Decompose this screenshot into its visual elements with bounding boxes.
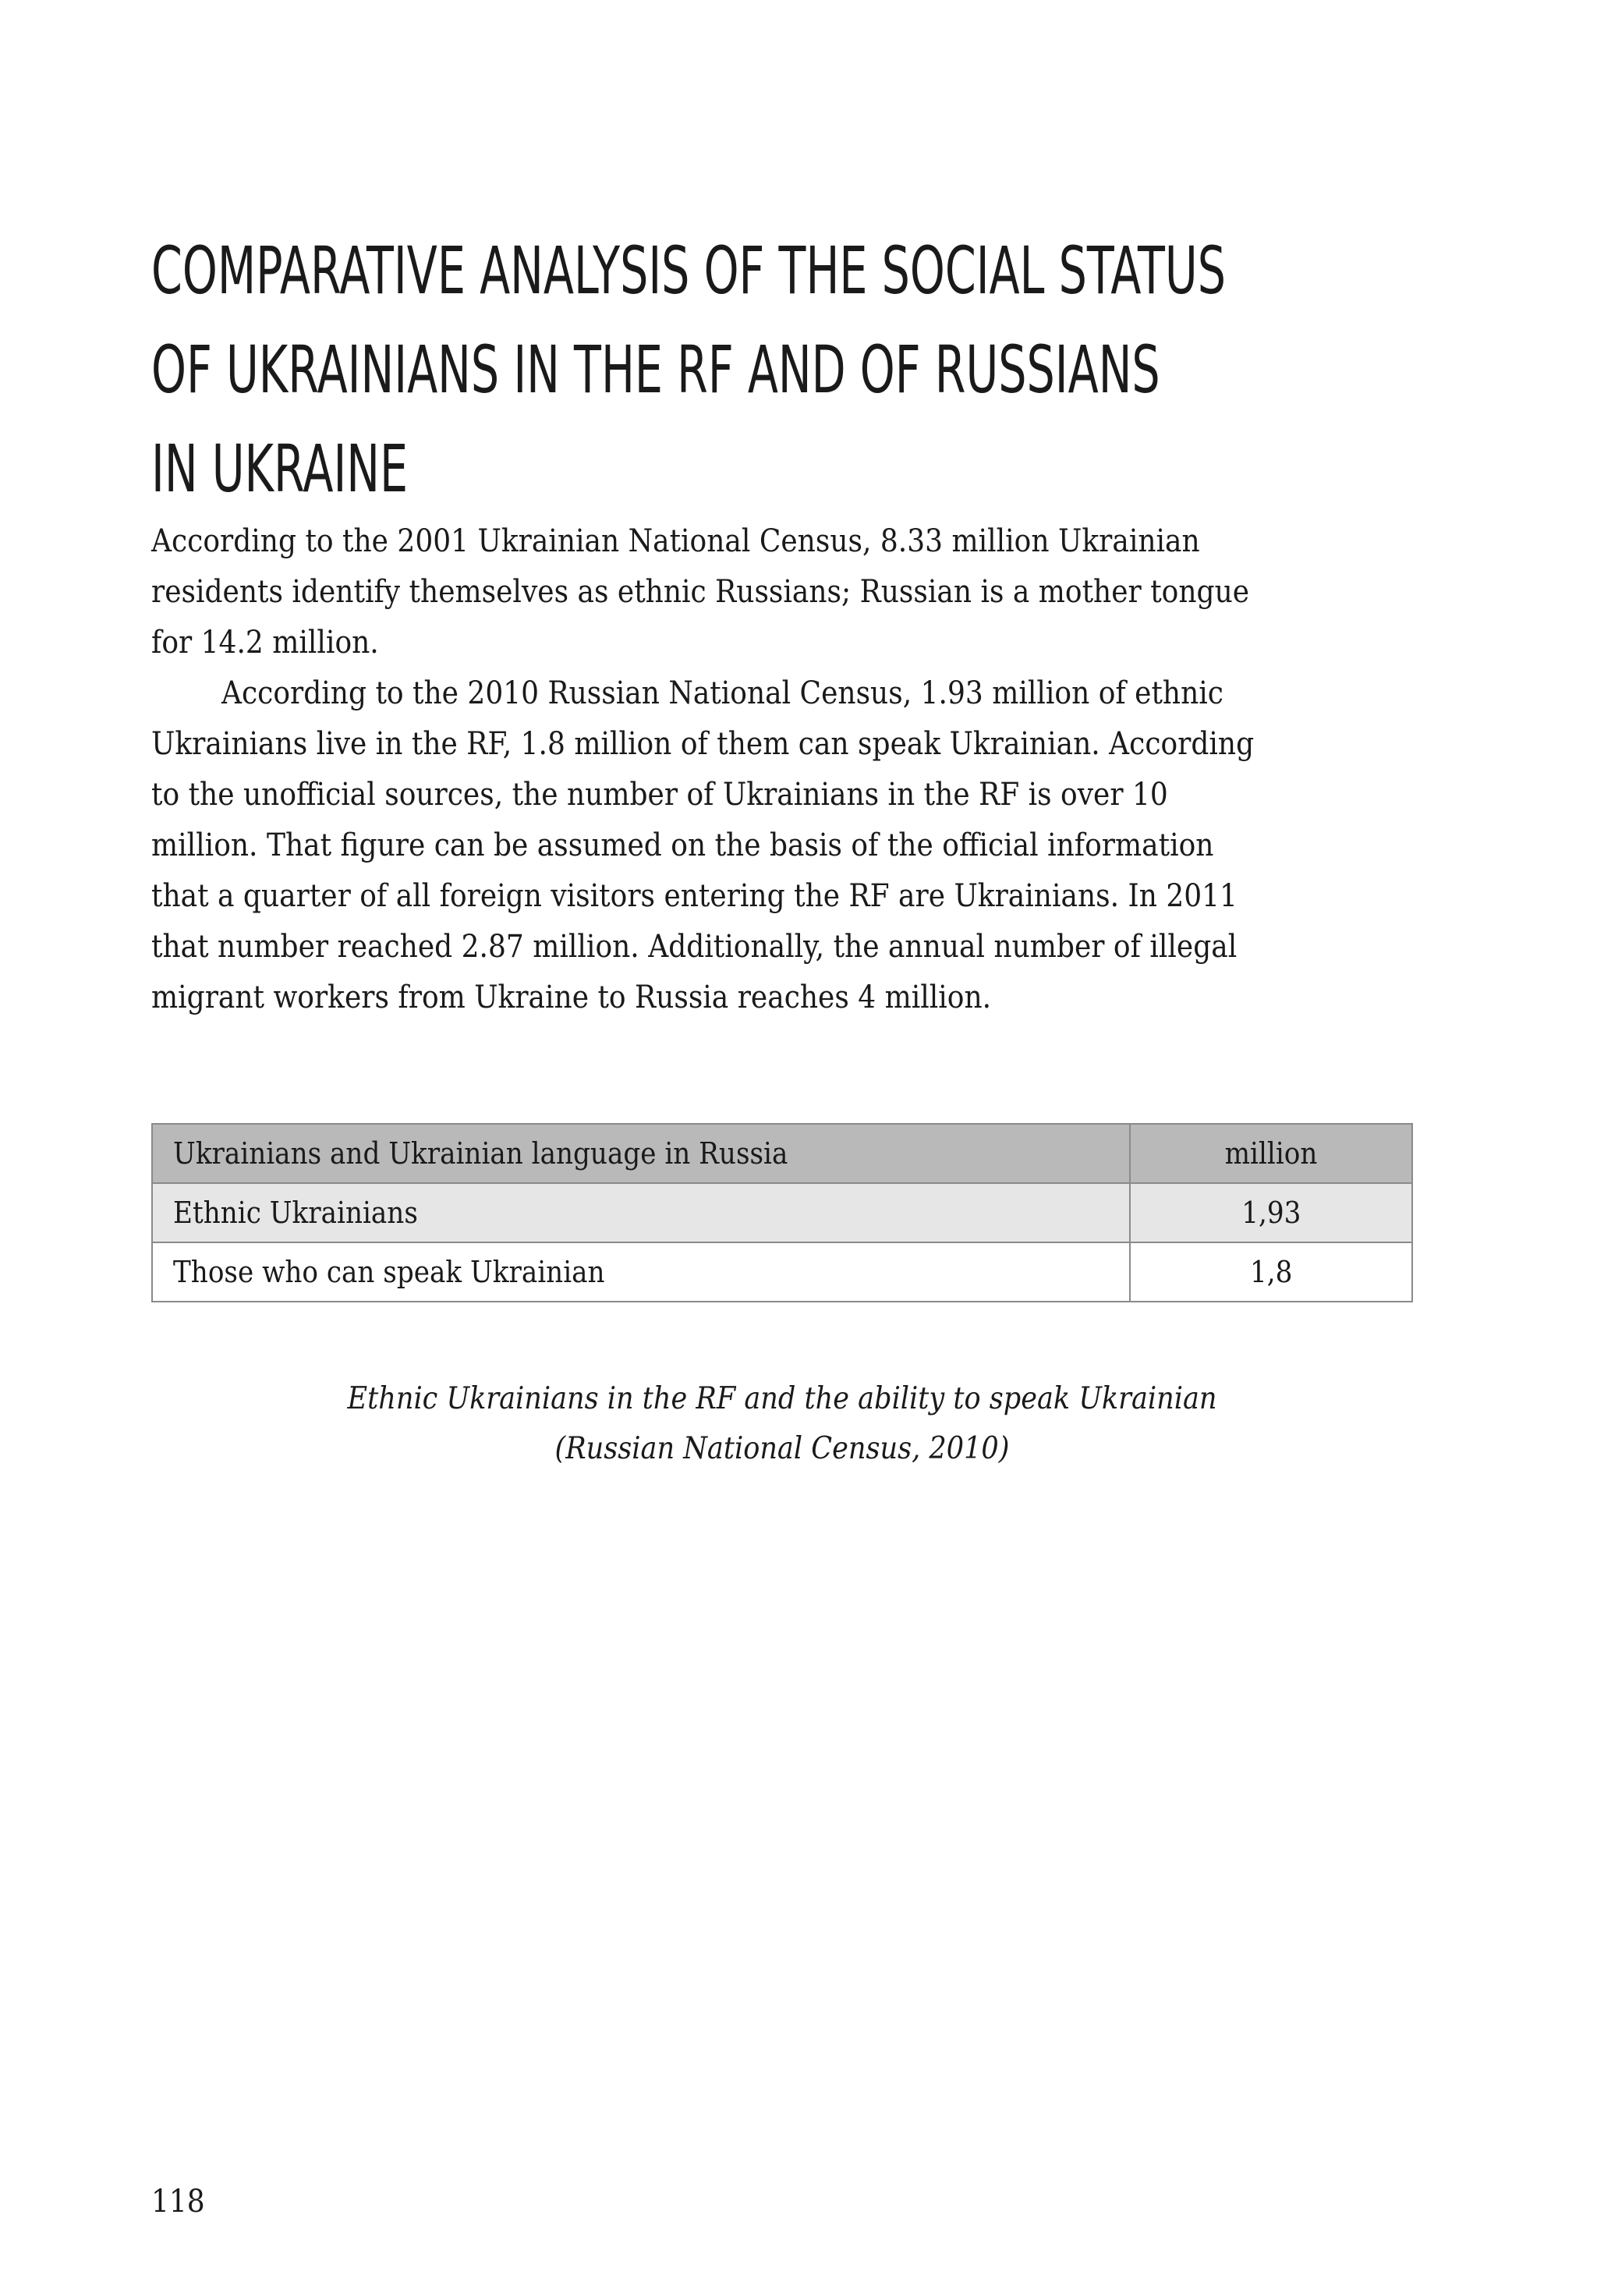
text-line: million. That figure can be assumed on the basis of the official information [151, 827, 1214, 863]
table-cell-value: 1,93 [1130, 1183, 1412, 1242]
table-row [152, 1183, 1412, 1242]
page-title [151, 221, 1226, 519]
caption-line: (Russian National Census, 2010) [554, 1431, 1010, 1466]
text-line: for 14.2 million. [151, 625, 379, 661]
table-cell-label: Ethnic Ukrainians [152, 1183, 1130, 1242]
data-table [151, 1123, 1413, 1302]
table-row [152, 1242, 1412, 1302]
table-header-label: Ukrainians and Ukrainian language in Russia [152, 1124, 1130, 1183]
text-line: Ukrainians live in the RF, 1.8 million of them can speak Ukrainian. According [151, 726, 1255, 762]
paragraph-2 [151, 668, 1309, 1023]
table-header-unit: million [1130, 1124, 1412, 1183]
caption-line: Ethnic Ukrainians in the RF and the ability to speak Ukrainian [347, 1381, 1217, 1416]
page-number: 118 [151, 2184, 205, 2220]
table-caption [151, 1374, 1413, 1474]
text-line: that a quarter of all foreign visitors entering the RF are Ukrainians. In 2011 [151, 878, 1238, 914]
table-cell-label: Those who can speak Ukrainian [152, 1242, 1130, 1302]
text-line: migrant workers from Ukraine to Russia reaches 4 million. [151, 980, 992, 1015]
title-line: IN UKRAINE [151, 430, 409, 508]
title-line: COMPARATIVE ANALYSIS OF THE SOCIAL STATUS [151, 232, 1226, 310]
text-line: According to the 2001 Ukrainian National Census, 8.33 million Ukrainian [151, 523, 1200, 559]
text-line: residents identify themselves as ethnic Russians; Russian is a mother tongue [151, 574, 1250, 610]
table-header-row [152, 1124, 1412, 1183]
title-line: OF UKRAINIANS IN THE RF AND OF RUSSIANS [151, 331, 1160, 409]
text-line: to the unofficial sources, the number of Ukrainians in the RF is over 10 [151, 777, 1168, 813]
body-text [151, 516, 1309, 1023]
paragraph-1 [151, 516, 1309, 668]
text-line: that number reached 2.87 million. Additionally, the annual number of illegal [151, 929, 1238, 965]
table-cell-value: 1,8 [1130, 1242, 1412, 1302]
text-line: According to the 2010 Russian National Census, 1.93 million of ethnic [221, 675, 1223, 711]
